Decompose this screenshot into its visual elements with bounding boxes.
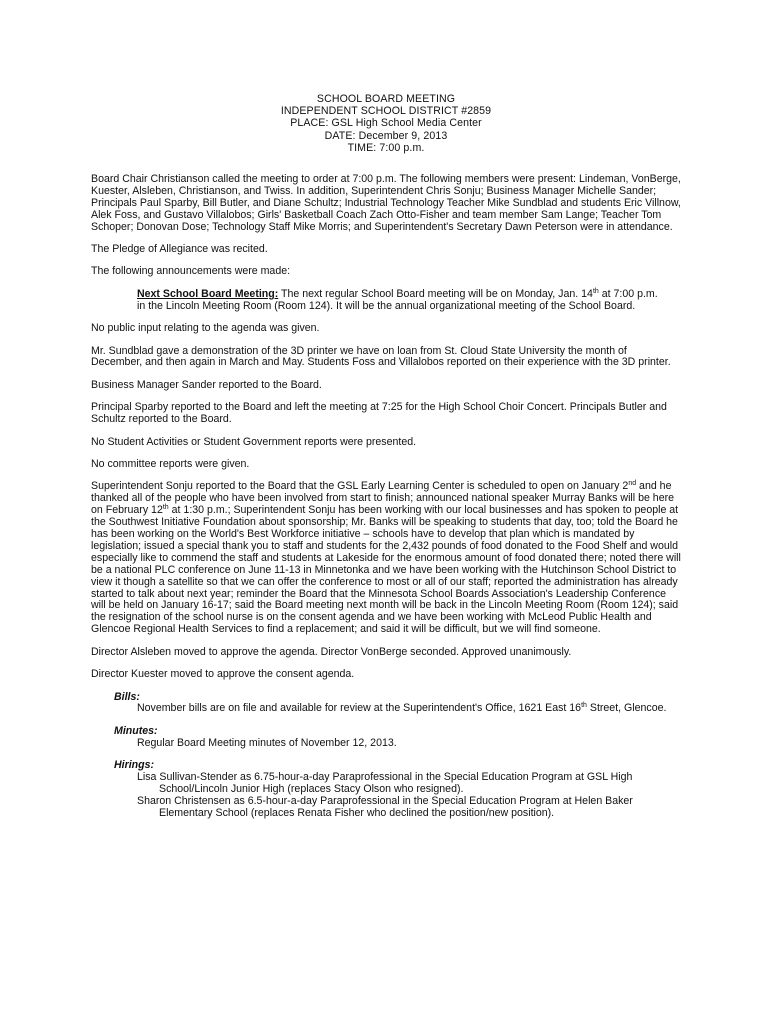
next-meeting-label: Next School Board Meeting: — [137, 287, 279, 300]
paragraph-principals: Principal Sparby reported to the Board and left the meeting at 7:25 for the High School Choir Concert. Principals Butler and Schultz reported to the Board. — [91, 401, 667, 426]
hirings-heading: Hirings: — [114, 759, 155, 772]
bills-text-a: November bills are on file and available for review at the Superintendent's Office, 1621 East 16 — [137, 702, 582, 715]
bills-section — [137, 703, 681, 715]
next-meeting-sup: th — [592, 287, 599, 295]
next-meeting-text-b: at 7:00 p.m. in the Lincoln Meeting Room (Room 124). It will be the annual organizational meeting of the School Board. — [137, 287, 658, 312]
next-meeting-text-a: The next regular School Board meeting will be on Monday, Jan. 14 — [278, 287, 593, 300]
sonju-sup-2: th — [162, 504, 169, 512]
sonju-text-b: and he thanked all of the people who have been involved from start to finish; announced national speaker Murray Banks will be here on February 12 — [91, 480, 675, 517]
header-date: DATE: December 9, 2013 — [324, 129, 448, 142]
announcement-next-meeting — [137, 289, 663, 313]
header-time: TIME: 7:00 p.m. — [347, 141, 425, 154]
header-place: PLACE: GSL High School Media Center — [290, 117, 482, 130]
paragraph-call-to-order: Board Chair Christianson called the meeting to order at 7:00 p.m. The following members were present: Lindeman, VonBerge, Kuester, Alsleben, Christianson, and Twiss. In addition, Superintendent Chris Sonju; Business Manager Michelle Sander; Principals Paul Sparby, Bill Butler, and Diane Schultz; Industrial Technology Teacher Mike Sundblad and students Eric Villnow, Alek Foss, and Gustavo Villalobos; Girls' Basketball Coach Zach Otto-Fisher and team member Sam Lange; Teacher Tom Schoper; Donovan Dose; Technology Staff Mike Morris; and Superintendent's Secretary Dawn Peterson were in attendance. — [91, 173, 681, 233]
paragraph-announcements-intro: The following announcements were made: — [91, 265, 291, 278]
sonju-sup-1: nd — [628, 480, 637, 488]
hiring-item-2: Sharon Christensen as 6.5-hour-a-day Paraprofessional in the Special Education Program at Helen Baker Elementary School (replaces Renata Fisher who declined the position/new position). — [137, 794, 633, 819]
bills-heading: Bills: — [114, 690, 140, 703]
header-district: INDEPENDENT SCHOOL DISTRICT #2859 — [280, 105, 492, 118]
header-title: SCHOOL BOARD MEETING — [316, 93, 456, 105]
minutes-section — [137, 738, 681, 750]
paragraph-public-input: No public input relating to the agenda was given. — [91, 322, 320, 335]
paragraph-consent-motion: Director Kuester moved to approve the consent agenda. — [91, 668, 355, 681]
paragraph-3d-printer: Mr. Sundblad gave a demonstration of the 3D printer we have on loan from St. Cloud State University the month of December, and then again in March and May. Students Foss and Villalobos reported on their experience with the 3D printer. — [91, 344, 671, 369]
bills-sup: th — [581, 702, 587, 710]
paragraph-student-reports: No Student Activities or Student Government reports were presented. — [91, 435, 417, 448]
hirings-section — [137, 772, 681, 820]
minutes-item: Regular Board Meeting minutes of November 12, 2013. — [137, 736, 397, 749]
minutes-heading: Minutes: — [114, 724, 158, 737]
paragraph-business-manager: Business Manager Sander reported to the Board. — [91, 378, 322, 391]
paragraph-agenda-motion: Director Alsleben moved to approve the agenda. Director VonBerge seconded. Approved unanimously. — [91, 645, 572, 658]
sonju-text-a: Superintendent Sonju reported to the Board that the GSL Early Learning Center is scheduled to open on January 2 — [91, 480, 629, 493]
paragraph-committee-reports: No committee reports were given. — [91, 458, 250, 471]
document-header — [91, 93, 681, 154]
bills-text-b: Street, Glencoe. — [586, 702, 667, 715]
sonju-text-c: at 1:30 p.m.; Superintendent Sonju has been working with our local businesses and has spoken to people at the Southwest Initiative Foundation about sponsorship; Mr. Banks will be speaking to students that day, too; told the Board he has been working on the World's Best Workforce initiative – schools have to develop that plan which is mandated by legislation; issued a special thank you to staff and students for the 2,432 pounds of food donated to the Food Shelf and would especially like to commend the staff and students at Lakeside for the enormous amount of food donated there; noted there will be a national PLC conference on June 11-13 in Minnetonka and we have been working with the Hutchinson School District to view it though a satellite so that we can offer the conference to most or all of our staff; reported the administration has already started to talk about next year; reminder the Board that the Minnesota School Boards Association's Leadership Conference will be held on January 16-17; said the Board meeting next month will be back in the Lincoln Meeting Room (Room 124); said the resignation of the school nurse is on the consent agenda and we have been working with McLeod Public Health and Glencoe Regional Health Services to find a replacement; and said it will be difficult, but we will find someone. — [91, 504, 681, 636]
bills-item — [137, 703, 681, 715]
hiring-item-1: Lisa Sullivan-Stender as 6.75-hour-a-day Paraprofessional in the Special Education Program at GSL High School/Lincoln Junior High (replaces Stacy Olson who resigned). — [137, 771, 633, 795]
document-page — [91, 93, 681, 830]
paragraph-superintendent-report — [91, 481, 681, 636]
paragraph-pledge: The Pledge of Allegiance was recited. — [91, 243, 268, 256]
